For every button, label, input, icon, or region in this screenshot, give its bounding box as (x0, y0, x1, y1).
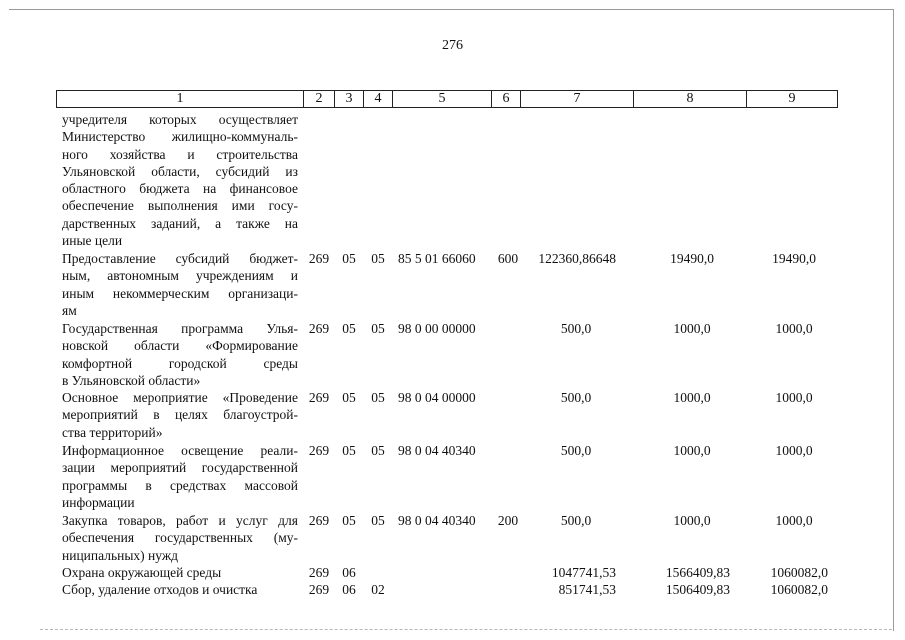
description-line: Предоставление субсидий бюджет- (62, 251, 298, 266)
description-line: ным, автономным учреждениям и (62, 268, 298, 284)
cell-amount-col8: 19490,0 (670, 251, 714, 266)
cell-target-article: 85 5 01 66060 (398, 251, 476, 266)
cell-target-article: 98 0 04 40340 (398, 443, 476, 458)
row-description (62, 442, 298, 511)
column-header-1: 1 (57, 91, 304, 108)
description-line: Ульяновской области, субсидий из (62, 163, 298, 179)
cell-section: 06 (342, 582, 356, 597)
description-line: мероприятий в целях благоустрой- (62, 407, 298, 423)
cell-amount-col7: 500,0 (560, 390, 592, 405)
page-number: 276 (442, 38, 463, 53)
description-line: учредителя которых осуществляет (62, 112, 298, 127)
cell-amount-col9: 1000,0 (775, 321, 813, 336)
cell-section: 05 (342, 513, 356, 528)
cell-section: 05 (342, 390, 356, 405)
cell-amount-col8: 1000,0 (673, 513, 711, 528)
cell-section: 05 (342, 251, 356, 266)
description-line: программы в средствах массовой (62, 477, 298, 493)
cell-amount-col9: 1000,0 (775, 443, 813, 458)
description-line: Министерство жилищно-коммуналь- (62, 129, 298, 145)
row-description (62, 512, 298, 564)
cell-amount-col9: 1000,0 (775, 390, 813, 405)
cell-ministry-code: 269 (308, 565, 330, 580)
cell-amount-col8: 1000,0 (673, 390, 711, 405)
description-line: Сбор, удаление отходов и очистка (62, 582, 258, 597)
cell-amount-col7: 500,0 (560, 443, 592, 458)
column-header-5: 5 (393, 91, 492, 108)
column-header-2: 2 (304, 91, 335, 108)
description-line: Охрана окружающей среды (62, 565, 222, 580)
cell-subsection: 05 (371, 390, 385, 405)
cell-subsection: 05 (371, 321, 385, 336)
description-line: ям (62, 302, 77, 318)
description-line: комфортной городской среды (62, 355, 298, 371)
column-header-4: 4 (364, 91, 393, 108)
cell-ministry-code: 269 (308, 513, 330, 528)
description-line: дарственных заданий, а также на (62, 215, 298, 231)
description-line: Информационное освещение реали- (62, 443, 298, 458)
cell-ministry-code: 269 (308, 390, 330, 405)
cell-amount-col7: 500,0 (560, 513, 592, 528)
description-line: Закупка товаров, работ и услуг для (62, 513, 298, 528)
column-header-8: 8 (634, 91, 747, 108)
cell-amount-col9: 1000,0 (775, 513, 813, 528)
row-description (62, 564, 298, 581)
column-header-9: 9 (747, 91, 838, 108)
row-description (62, 581, 298, 598)
cell-amount-col8: 1000,0 (673, 321, 711, 336)
description-line: ниципальных) нужд (62, 547, 179, 563)
cell-ministry-code: 269 (308, 251, 330, 266)
description-line: иным некоммерческим организаци- (62, 285, 298, 301)
cell-subsection: 05 (371, 513, 385, 528)
cell-amount-col8: 1506409,83 (665, 582, 730, 597)
cell-ministry-code: 269 (308, 321, 330, 336)
description-line: информации (62, 494, 135, 510)
description-line: обеспечение выполнения ими госу- (62, 198, 298, 214)
cell-expense-type: 600 (497, 251, 519, 266)
cell-subsection: 05 (371, 443, 385, 458)
row-description (62, 250, 298, 319)
cell-amount-col7: 122360,86648 (538, 251, 616, 266)
column-header-6: 6 (492, 91, 521, 108)
row-description (62, 389, 298, 441)
description-line: новской области «Формирование (62, 338, 298, 354)
column-header-3: 3 (335, 91, 364, 108)
cell-target-article: 98 0 04 40340 (398, 513, 476, 528)
row-description (62, 111, 298, 249)
cell-amount-col9: 1060082,0 (770, 582, 828, 597)
description-line: ного хозяйства и строительства (62, 146, 298, 162)
cell-subsection: 02 (371, 582, 385, 597)
description-line: обеспечения государственных (му- (62, 530, 298, 546)
description-line: областного бюджета на финансовое (62, 181, 298, 197)
description-line: Основное мероприятие «Проведение (62, 390, 298, 405)
cell-target-article: 98 0 00 00000 (398, 321, 476, 336)
cell-ministry-code: 269 (308, 582, 330, 597)
cell-subsection: 05 (371, 251, 385, 266)
cell-amount-col7: 500,0 (560, 321, 592, 336)
cell-section: 06 (342, 565, 356, 580)
description-line: зации мероприятий государственной (62, 460, 298, 476)
cell-section: 05 (342, 443, 356, 458)
cell-amount-col9: 19490,0 (772, 251, 816, 266)
cell-expense-type: 200 (497, 513, 519, 528)
cell-amount-col8: 1566409,83 (665, 565, 730, 580)
row-description (62, 320, 298, 389)
cell-amount-col7: 851741,53 (558, 582, 616, 597)
cell-section: 05 (342, 321, 356, 336)
description-line: ства территорий» (62, 424, 163, 440)
cell-amount-col7: 1047741,53 (551, 565, 616, 580)
cell-amount-col8: 1000,0 (673, 443, 711, 458)
description-line: Государственная программа Улья- (62, 321, 298, 336)
cell-target-article: 98 0 04 00000 (398, 390, 476, 405)
cell-amount-col9: 1060082,0 (770, 565, 828, 580)
description-line: в Ульяновской области» (62, 372, 201, 388)
column-header-7: 7 (521, 91, 634, 108)
cell-ministry-code: 269 (308, 443, 330, 458)
description-line: иные цели (62, 233, 123, 249)
